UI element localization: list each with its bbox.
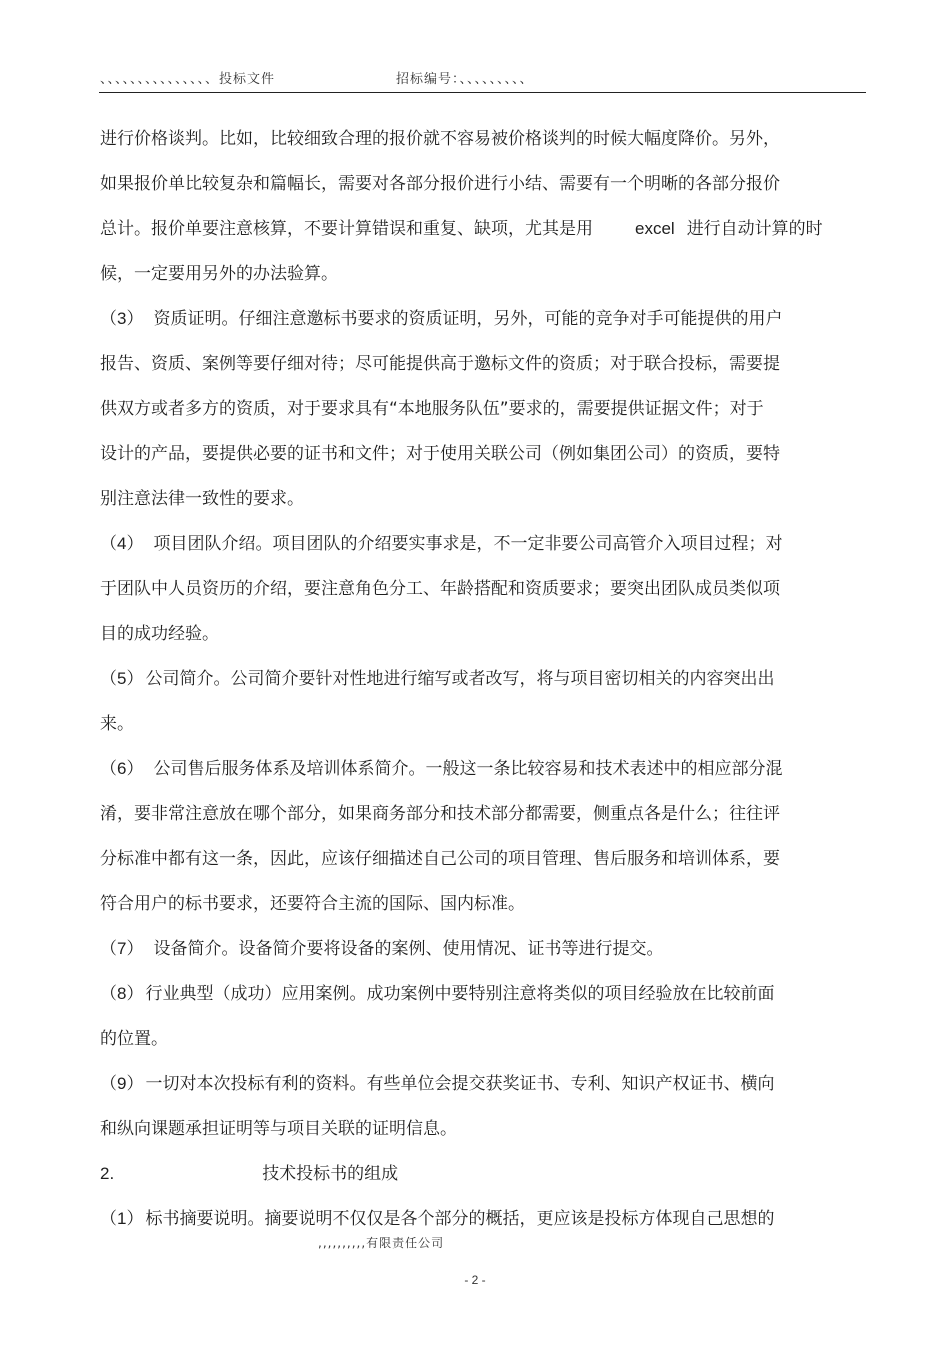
line-text: 如果报价单比较复杂和篇幅长，需要对各部分报价进行小结、需要有一个明晰的各部分报价 bbox=[100, 174, 780, 194]
header-tender-number: 招标编号：、、、、、、、、、 bbox=[396, 72, 534, 87]
item-marker: （5） bbox=[100, 669, 144, 688]
text-line bbox=[100, 621, 219, 647]
list-item-9 bbox=[100, 1071, 774, 1097]
line-text: 来。 bbox=[100, 714, 134, 734]
text-line bbox=[100, 1116, 457, 1142]
line-text: 进行价格谈判。比如，比较细致合理的报价就不容易被价格谈判的时候大幅度降价。另外， bbox=[100, 129, 780, 149]
text-line bbox=[100, 846, 780, 872]
text-line bbox=[100, 351, 780, 377]
text-line bbox=[100, 396, 764, 422]
line-text: 公司简介。公司简介要针对性地进行缩写或者改写，将与项目密切相关的内容突出出 bbox=[145, 669, 775, 689]
text-line bbox=[100, 171, 780, 197]
section-heading bbox=[100, 1161, 398, 1187]
text-line bbox=[100, 441, 780, 467]
text-line bbox=[100, 261, 338, 287]
text-line bbox=[100, 801, 780, 827]
line-text-tail: 进行自动计算的时 bbox=[686, 219, 823, 239]
line-text: 报告、资质、案例等要仔细对待；尽可能提供高于邀标文件的资质；对于联合投标，需要提 bbox=[100, 354, 780, 374]
list-item-5 bbox=[100, 666, 774, 692]
line-text: 资质证明。仔细注意邀标书要求的资质证明，另外，可能的竞争对手可能提供的用户 bbox=[153, 309, 783, 329]
line-text: 和纵向课题承担证明等与项目关联的证明信息。 bbox=[100, 1119, 457, 1139]
line-text: 一切对本次投标有利的资料。有些单位会提交获奖证书、专利、知识产权证书、横向 bbox=[145, 1074, 775, 1094]
text-line bbox=[100, 576, 780, 602]
line-text: 别注意法律一致性的要求。 bbox=[100, 489, 304, 509]
item-marker: （8） bbox=[100, 984, 144, 1003]
section-number: 2. bbox=[100, 1164, 115, 1183]
page-number: - 2 - bbox=[464, 1273, 486, 1287]
line-text: 目的成功经验。 bbox=[100, 624, 219, 644]
list-item-1 bbox=[100, 1206, 774, 1232]
text-line bbox=[100, 126, 780, 152]
item-marker: （3） bbox=[100, 309, 144, 328]
item-marker: （7） bbox=[100, 939, 144, 958]
list-item-3 bbox=[100, 306, 782, 332]
text-line bbox=[100, 711, 134, 737]
line-text: 符合用户的标书要求，还要符合主流的国际、国内标准。 bbox=[100, 894, 525, 914]
list-item-4 bbox=[100, 531, 782, 557]
line-text: 的位置。 bbox=[100, 1029, 168, 1049]
item-marker: （6） bbox=[100, 759, 144, 778]
item-marker: （1） bbox=[100, 1209, 144, 1228]
item-marker: （9） bbox=[100, 1074, 144, 1093]
list-item-7 bbox=[100, 936, 663, 962]
header-rule bbox=[99, 92, 866, 93]
item-marker: （4） bbox=[100, 534, 144, 553]
list-item-8 bbox=[100, 981, 774, 1007]
line-text: 供双方或者多方的资质，对于要求具有“本地服务队伍”要求的，需要提供证据文件；对于 bbox=[100, 399, 764, 419]
line-text: 行业典型（成功）应用案例。成功案例中要特别注意将类似的项目经验放在比较前面 bbox=[145, 984, 775, 1004]
line-text: 于团队中人员资历的介绍，要注意角色分工、年龄搭配和资质要求；要突出团队成员类似项 bbox=[100, 579, 780, 599]
text-line bbox=[100, 216, 823, 242]
line-text: 项目团队介绍。项目团队的介绍要实事求是，不一定非要公司高管介入项目过程；对 bbox=[153, 534, 783, 554]
list-item-6 bbox=[100, 756, 782, 782]
footer-company-name: ,,,,,,,,,,有限责任公司 bbox=[318, 1236, 445, 1250]
line-text: 标书摘要说明。摘要说明不仅仅是各个部分的概括，更应该是投标方体现自己思想的 bbox=[145, 1209, 775, 1229]
line-text: 总计。报价单要注意核算，不要计算错误和重复、缺项，尤其是用 bbox=[100, 219, 593, 239]
line-text: 候，一定要用另外的办法验算。 bbox=[100, 264, 338, 284]
text-line bbox=[100, 891, 525, 917]
line-text: 淆，要非常注意放在哪个部分，如果商务部分和技术部分都需要，侧重点各是什么；往往评 bbox=[100, 804, 780, 824]
line-text: 设计的产品，要提供必要的证书和文件；对于使用关联公司（例如集团公司）的资质，要特 bbox=[100, 444, 780, 464]
line-text: 分标准中都有这一条，因此，应该仔细描述自己公司的项目管理、售后服务和培训体系，要 bbox=[100, 849, 780, 869]
text-line bbox=[100, 486, 304, 512]
header-left-text: 、、、、、、、、、、、、、、、投标文件 bbox=[100, 72, 276, 87]
excel-word: excel bbox=[635, 219, 675, 238]
section-title: 技术投标书的组成 bbox=[262, 1164, 399, 1184]
text-line bbox=[100, 1026, 168, 1052]
line-text: 设备简介。设备简介要将设备的案例、使用情况、证书等进行提交。 bbox=[153, 939, 664, 959]
line-text: 公司售后服务体系及培训体系简介。一般这一条比较容易和技术表述中的相应部分混 bbox=[153, 759, 783, 779]
